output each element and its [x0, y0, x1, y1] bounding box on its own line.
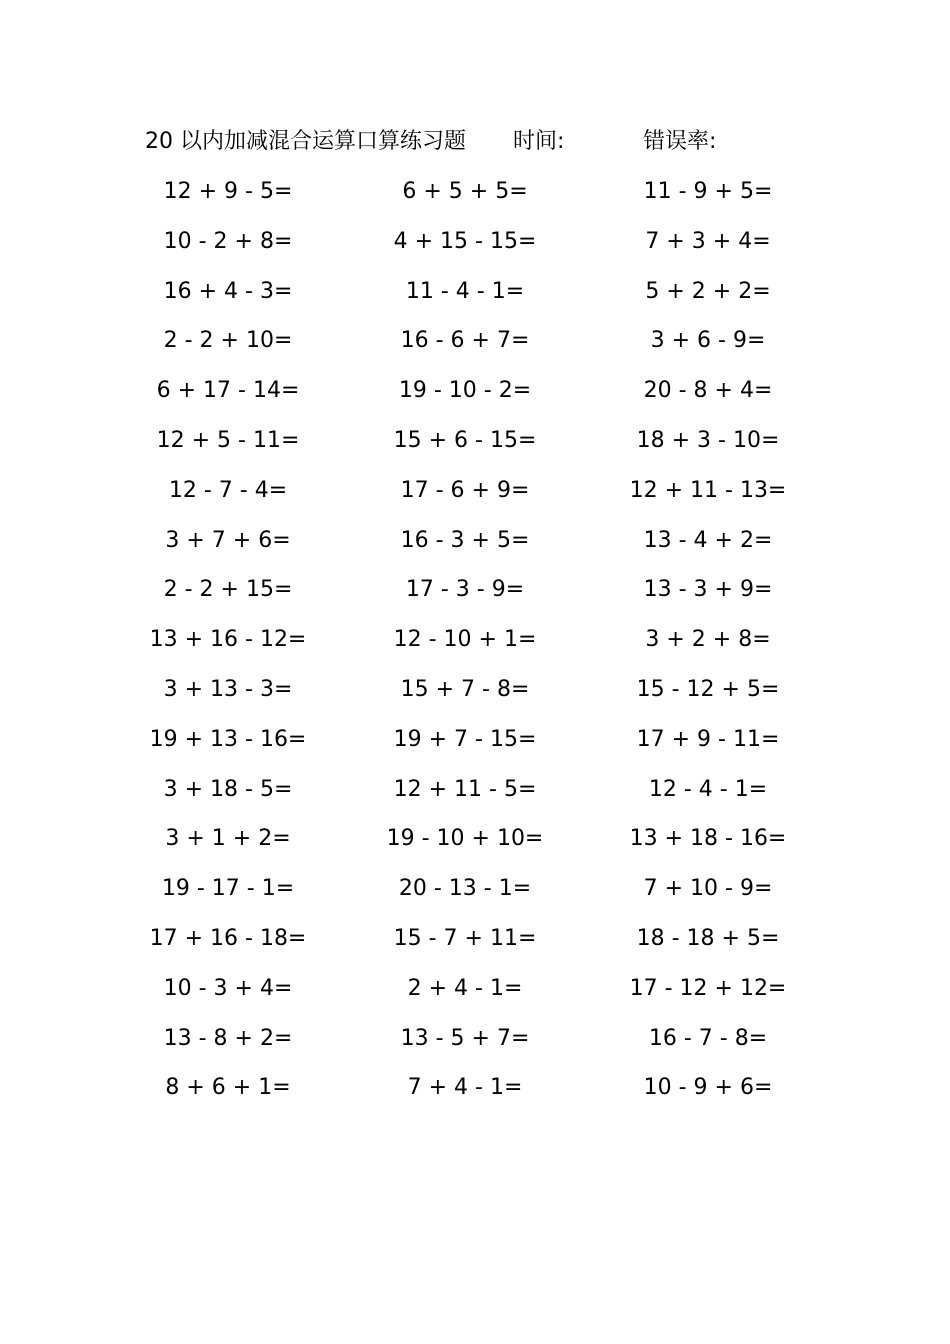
arithmetic-problem: 13 - 5 + 7=: [400, 1025, 530, 1051]
arithmetic-problem: 16 - 3 + 5=: [400, 527, 530, 553]
arithmetic-problem: 10 - 9 + 6=: [643, 1075, 773, 1101]
arithmetic-problem: 4 + 15 - 15=: [393, 228, 537, 254]
problem-row: [130, 770, 820, 820]
arithmetic-problem: 13 - 8 + 2=: [163, 1025, 293, 1051]
arithmetic-problem: 5 + 2 + 2=: [645, 278, 771, 304]
problem-row: [130, 1068, 820, 1118]
problem-row: [130, 172, 820, 222]
time-label: 时间:: [513, 129, 565, 154]
arithmetic-problem: 13 - 3 + 9=: [643, 577, 773, 603]
arithmetic-problem: 3 + 6 - 9=: [650, 328, 766, 354]
arithmetic-problem: 19 - 10 - 2=: [398, 378, 532, 404]
arithmetic-problem: 13 - 4 + 2=: [643, 527, 773, 553]
arithmetic-problem: 17 + 16 - 18=: [149, 925, 307, 951]
arithmetic-problem: 10 - 2 + 8=: [163, 228, 293, 254]
problem-row: [130, 222, 820, 272]
problem-row: [130, 421, 820, 471]
arithmetic-problem: 12 + 11 - 5=: [393, 776, 537, 802]
arithmetic-problem: 2 + 4 - 1=: [407, 975, 523, 1001]
problem-row: [130, 670, 820, 720]
arithmetic-problem: 18 + 3 - 10=: [636, 427, 780, 453]
arithmetic-problem: 16 - 7 - 8=: [648, 1025, 768, 1051]
arithmetic-problem: 15 - 12 + 5=: [636, 676, 780, 702]
arithmetic-problem: 12 + 9 - 5=: [163, 179, 293, 204]
problem-row: [130, 371, 820, 421]
problem-row: [130, 869, 820, 919]
arithmetic-problem: 12 - 10 + 1=: [393, 627, 537, 653]
problem-row: [130, 521, 820, 571]
problem-row: [130, 819, 820, 869]
arithmetic-problem: 16 - 6 + 7=: [400, 328, 530, 354]
arithmetic-problem: 3 + 1 + 2=: [165, 826, 291, 852]
arithmetic-problem: 2 - 2 + 15=: [163, 577, 293, 603]
arithmetic-problem: 8 + 6 + 1=: [165, 1075, 291, 1101]
worksheet-title: 20 以内加减混合运算口算练习题: [145, 129, 466, 154]
arithmetic-problem: 16 + 4 - 3=: [163, 278, 293, 304]
error-rate-label: 错误率:: [643, 129, 717, 154]
arithmetic-problem: 11 - 4 - 1=: [405, 278, 525, 304]
arithmetic-problem: 17 - 3 - 9=: [405, 577, 525, 603]
arithmetic-problem: 13 + 16 - 12=: [149, 627, 307, 653]
arithmetic-problem: 3 + 2 + 8=: [645, 627, 771, 653]
arithmetic-problem: 19 - 17 - 1=: [161, 876, 295, 902]
arithmetic-problem: 12 - 7 - 4=: [168, 477, 288, 503]
problem-row: [130, 919, 820, 969]
arithmetic-problem: 3 + 7 + 6=: [165, 527, 291, 553]
arithmetic-problem: 17 - 6 + 9=: [400, 477, 530, 503]
problem-row: [130, 471, 820, 521]
arithmetic-problem: 6 + 5 + 5=: [402, 179, 528, 204]
arithmetic-problem: 19 + 13 - 16=: [149, 726, 307, 752]
arithmetic-problem: 13 + 18 - 16=: [629, 826, 787, 852]
arithmetic-problem: 12 + 11 - 13=: [629, 477, 787, 503]
arithmetic-problem: 15 + 6 - 15=: [393, 427, 537, 453]
arithmetic-problem: 11 - 9 + 5=: [643, 179, 773, 204]
arithmetic-problem: 15 + 7 - 8=: [400, 676, 530, 702]
problem-row: [130, 620, 820, 670]
arithmetic-problem: 12 - 4 - 1=: [648, 776, 768, 802]
problem-row: [130, 570, 820, 620]
arithmetic-problem: 7 + 3 + 4=: [645, 228, 771, 254]
problem-row: [130, 969, 820, 1019]
arithmetic-problem: 2 - 2 + 10=: [163, 328, 293, 354]
arithmetic-problem: 7 + 10 - 9=: [643, 876, 773, 902]
arithmetic-problem: 17 - 12 + 12=: [629, 975, 787, 1001]
arithmetic-problem: 10 - 3 + 4=: [163, 975, 293, 1001]
arithmetic-problem: 12 + 5 - 11=: [156, 427, 300, 453]
arithmetic-problem: 3 + 13 - 3=: [163, 676, 293, 702]
problem-grid: [130, 172, 820, 1118]
arithmetic-problem: 15 - 7 + 11=: [393, 925, 537, 951]
worksheet-header: [145, 126, 845, 158]
arithmetic-problem: 18 - 18 + 5=: [636, 925, 780, 951]
arithmetic-problem: 17 + 9 - 11=: [636, 726, 780, 752]
problem-row: [130, 720, 820, 770]
problem-row: [130, 272, 820, 322]
arithmetic-problem: 20 - 8 + 4=: [643, 378, 773, 404]
arithmetic-problem: 20 - 13 - 1=: [398, 876, 532, 902]
problem-row: [130, 321, 820, 371]
arithmetic-problem: 3 + 18 - 5=: [163, 776, 293, 802]
arithmetic-problem: 7 + 4 - 1=: [407, 1075, 523, 1101]
arithmetic-problem: 19 - 10 + 10=: [386, 826, 544, 852]
arithmetic-problem: 19 + 7 - 15=: [393, 726, 537, 752]
arithmetic-problem: 6 + 17 - 14=: [156, 378, 300, 404]
problem-row: [130, 1019, 820, 1069]
